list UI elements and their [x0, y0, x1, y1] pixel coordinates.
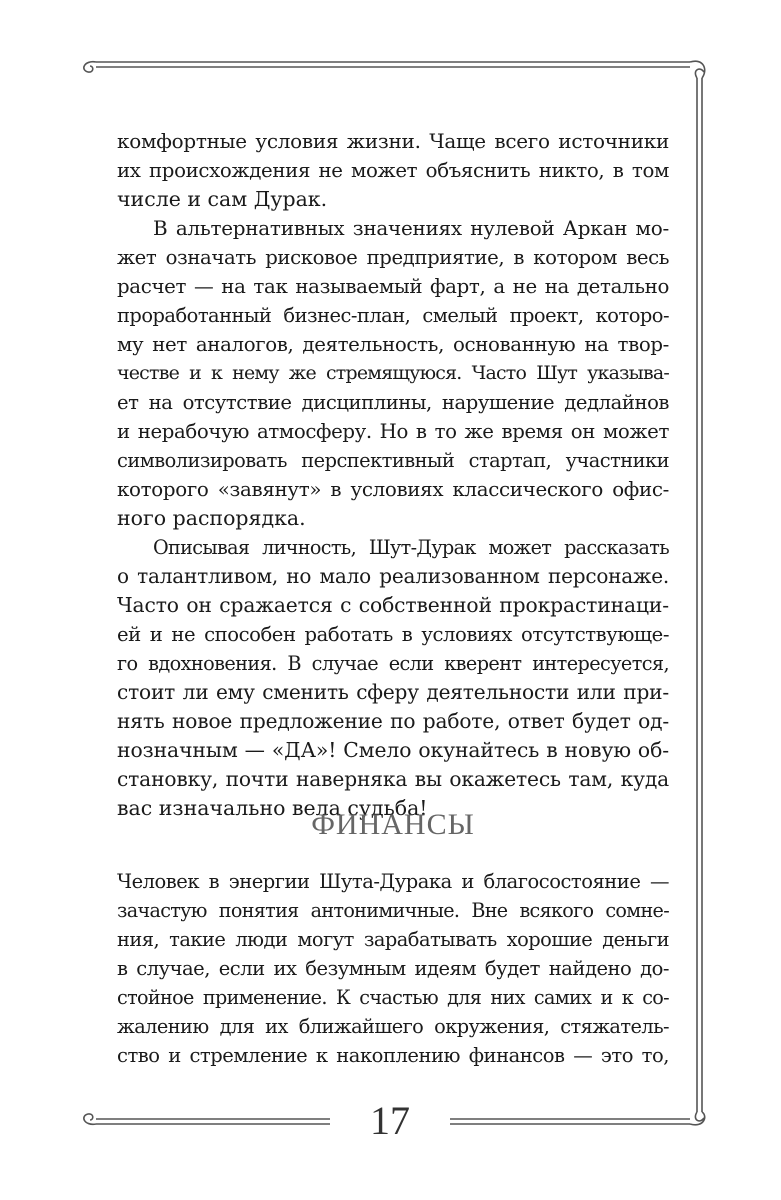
- text-line: и нерабочую атмосферу. Но в то же время он может: [117, 420, 669, 443]
- text-line: зачастую понятия антонимичные. Вне всякого сомне-: [117, 899, 669, 922]
- text-line: становку, почти наверняка вы окажетесь там, куда: [117, 767, 669, 791]
- text-line: стойное применение. К счастью для них самих и к со-: [117, 986, 669, 1009]
- text-line: расчет — на так называемый фарт, а не на детально: [117, 275, 669, 298]
- text-line: жалению для их ближайшего окружения, стяжатель-: [117, 1015, 669, 1038]
- text-line: Часто он сражается с собственной прокрастинаци-: [117, 593, 669, 617]
- text-line: жет означать рисковое предприятие, в котором весь: [117, 246, 669, 269]
- paragraph-alternative-meanings: [117, 214, 669, 533]
- text-line: символизировать перспективный стартап, участники: [117, 449, 669, 472]
- section-heading: ФИНАНСЫ: [311, 808, 475, 841]
- body-text-top: [117, 127, 669, 823]
- text-line: стоит ли ему сменить сферу деятельности или при-: [117, 680, 669, 704]
- paragraph-continuation: [117, 127, 669, 214]
- text-line: честве и к нему же стремящуюся. Часто Шут указыва-: [117, 362, 669, 384]
- text-line: проработанный бизнес-план, смелый проект, которо-: [117, 304, 669, 327]
- text-line: В альтернативных значениях нулевой Аркан мо-: [153, 216, 669, 240]
- text-line: комфортные условия жизни. Чаще всего источники: [117, 129, 669, 153]
- text-line: Человек в энергии Шута-Дурака и благосостояние —: [117, 870, 669, 893]
- text-line: их происхождения не может объяснить никто, в том: [117, 159, 669, 182]
- paragraph-finance: [117, 867, 669, 1070]
- text-line: Описывая личность, Шут-Дурак может рассказать: [153, 536, 669, 559]
- text-line: ного распорядка.: [117, 506, 306, 530]
- text-line: го вдохновения. В случае если кверент интересуется,: [117, 652, 669, 675]
- text-line: числе и сам Дурак.: [117, 187, 328, 211]
- text-line: ство и стремление к накоплению финансов — это то,: [117, 1044, 669, 1067]
- text-line: ния, такие люди могут зарабатывать хорошие деньги: [117, 928, 669, 951]
- text-line: нозначным — «ДА»! Смело окунайтесь в новую об-: [117, 738, 669, 762]
- page-number: 17: [330, 1097, 450, 1143]
- paragraph-personality: [117, 533, 669, 823]
- text-line: о талантливом, но мало реализованном персонаже.: [117, 564, 669, 588]
- text-line: которого «завянут» в условиях классического офис-: [117, 478, 669, 501]
- text-line: в случае, если их безумным идеям будет найдено до-: [117, 957, 669, 980]
- text-line: ет на отсутствие дисциплины, нарушение дедлайнов: [117, 391, 669, 414]
- body-text-finance: [117, 867, 669, 1070]
- text-line: вас изначально вела судьба!: [117, 796, 428, 820]
- text-line: ей и не способен работать в условиях отсутствующе-: [117, 623, 669, 646]
- text-line: му нет аналогов, деятельность, основанную на твор-: [117, 333, 669, 356]
- text-line: нять новое предложение по работе, ответ будет од-: [117, 709, 669, 733]
